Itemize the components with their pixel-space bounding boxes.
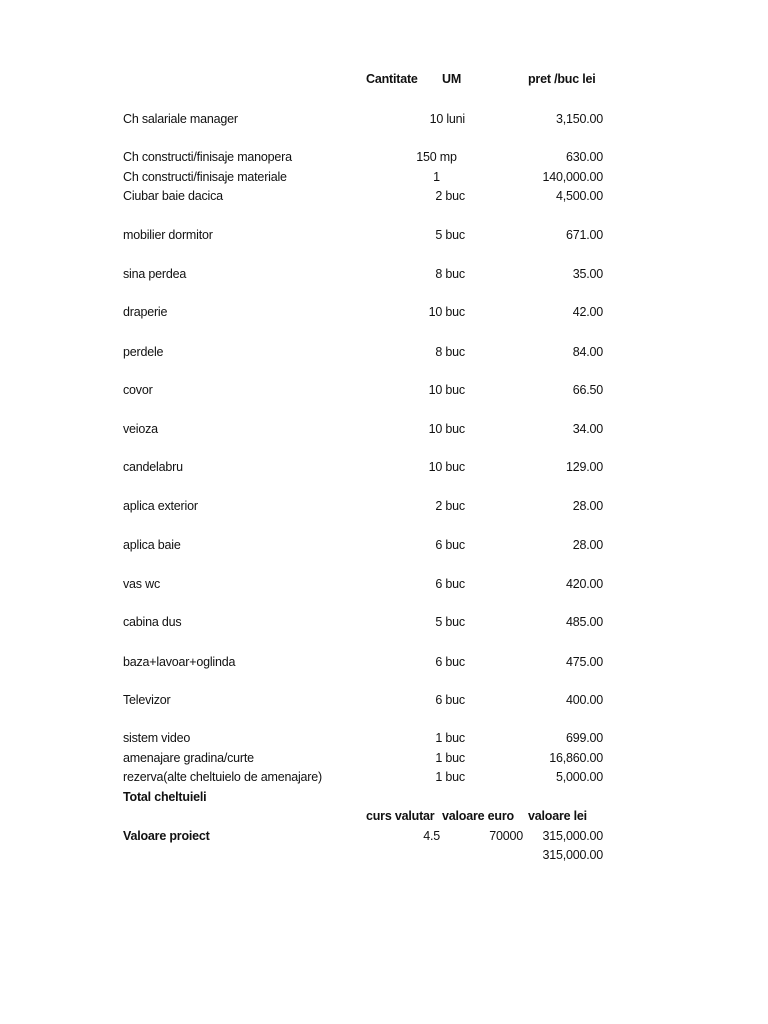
header-um: UM	[442, 72, 462, 86]
item-label: aplica exterior	[123, 499, 198, 513]
item-label: sina perdea	[123, 267, 187, 281]
item-label: Televizor	[123, 693, 171, 707]
item-qty: 6 buc	[435, 538, 465, 552]
item-label: mobilier dormitor	[123, 228, 213, 242]
item-qty: 6 buc	[435, 693, 465, 707]
item-qty: 1 buc	[435, 751, 465, 765]
item-price: 4,500.00	[555, 189, 603, 203]
item-price: 485.00	[565, 615, 603, 629]
item-qty: 5 buc	[435, 228, 465, 242]
item-price: 28.00	[572, 499, 603, 513]
item-qty: 10 luni	[429, 112, 465, 126]
item-qty: 1 buc	[435, 770, 465, 784]
item-price: 129.00	[565, 460, 603, 474]
total-label: Total cheltuieli	[123, 790, 207, 804]
item-qty: 1 buc	[435, 731, 465, 745]
project-lei-total: 315,000.00	[542, 848, 603, 862]
item-label: baza+lavoar+oglinda	[123, 655, 236, 669]
item-price: 35.00	[572, 267, 603, 281]
item-price: 671.00	[565, 228, 603, 242]
item-price: 66.50	[572, 383, 603, 397]
item-qty: 150 mp	[416, 150, 457, 164]
project-label: Valoare proiect	[123, 829, 210, 843]
item-qty: 10 buc	[428, 460, 465, 474]
item-label: cabina dus	[123, 615, 182, 629]
item-qty: 10 buc	[428, 305, 465, 319]
item-price: 34.00	[572, 422, 603, 436]
item-price: 699.00	[565, 731, 603, 745]
item-price: 28.00	[572, 538, 603, 552]
item-qty: 2 buc	[435, 499, 465, 513]
project-euro: 70000	[489, 829, 523, 843]
item-price: 84.00	[572, 345, 603, 359]
item-price: 5,000.00	[555, 770, 603, 784]
project-lei: 315,000.00	[542, 829, 603, 843]
item-price: 420.00	[565, 577, 603, 591]
item-label: draperie	[123, 305, 168, 319]
item-label: Ch constructi/finisaje manopera	[123, 150, 292, 164]
summary-header-euro: valoare euro	[442, 809, 514, 823]
item-price: 630.00	[565, 150, 603, 164]
item-qty: 2 buc	[435, 189, 465, 203]
item-price: 140,000.00	[542, 170, 603, 184]
item-price: 42.00	[572, 305, 603, 319]
item-label: perdele	[123, 345, 164, 359]
item-label: covor	[123, 383, 153, 397]
item-qty: 8 buc	[435, 267, 465, 281]
item-label: Ciubar baie dacica	[123, 189, 223, 203]
item-qty: 6 buc	[435, 577, 465, 591]
item-label: amenajare gradina/curte	[123, 751, 254, 765]
item-qty: 10 buc	[428, 422, 465, 436]
item-qty: 1	[433, 170, 440, 184]
item-label: vas wc	[123, 577, 161, 591]
project-curs: 4.5	[423, 829, 440, 843]
item-qty: 8 buc	[435, 345, 465, 359]
item-label: aplica baie	[123, 538, 181, 552]
header-pret: pret /buc lei	[528, 72, 596, 86]
item-label: Ch salariale manager	[123, 112, 238, 126]
item-qty: 6 buc	[435, 655, 465, 669]
item-label: sistem video	[123, 731, 191, 745]
item-label: rezerva(alte cheltuielo de amenajare)	[123, 770, 322, 784]
item-price: 400.00	[565, 693, 603, 707]
item-label: candelabru	[123, 460, 183, 474]
item-price: 16,860.00	[549, 751, 603, 765]
item-label: veioza	[123, 422, 158, 436]
item-qty: 5 buc	[435, 615, 465, 629]
item-qty: 10 buc	[428, 383, 465, 397]
header-cantitate: Cantitate	[366, 72, 418, 86]
item-price: 3,150.00	[555, 112, 603, 126]
summary-header-curs: curs valutar	[366, 809, 435, 823]
item-label: Ch constructi/finisaje materiale	[123, 170, 287, 184]
summary-header-lei: valoare lei	[528, 809, 587, 823]
item-price: 475.00	[565, 655, 603, 669]
